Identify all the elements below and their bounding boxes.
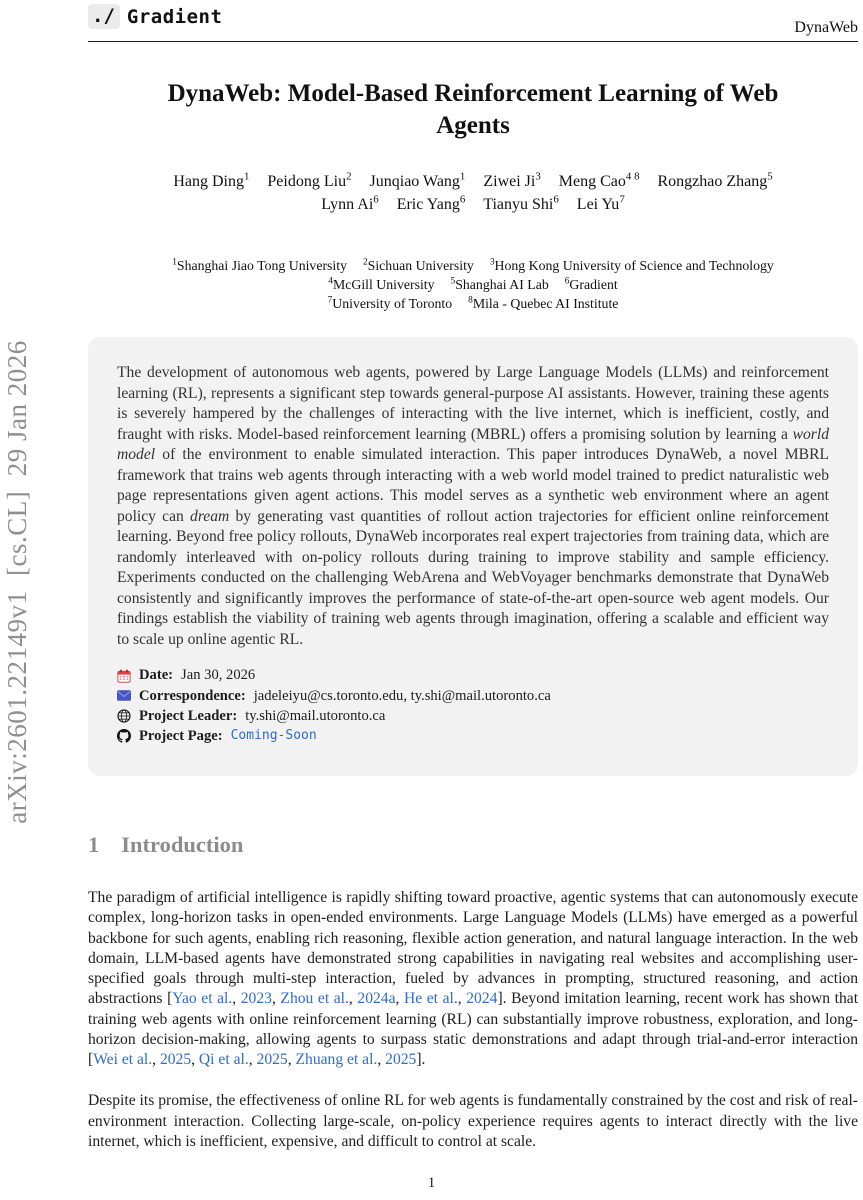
body-text: , bbox=[191, 1051, 199, 1069]
body-text: ]. Beyond imitation learning, recent work has shown that training web agents with online reinforcement learning (RL) can substantially improve robustness, exploration, and long-horizon decision-making, allowing agents to surpass static demonstrations and adapt through trial-and-error interaction [ bbox=[88, 990, 859, 1069]
body-text: by generating vast quantities of rollout action trajectories for efficient online reinforcement learning. Beyond free policy rollouts, DynaWeb incorporates real expert trajectories from training data, which are randomly interleaved with on-policy rollouts during training to improve stability and sample efficiency. Experiments conducted on the challenging WebArena and WebVoyager benchmarks demonstrate that DynaWeb consistently and significantly improves the performance of state-of-the-art open-source web agent models. Our findings establish the viability of training web agents through imagination, offering a scalable and efficient way to scale up online agentic RL. bbox=[117, 507, 829, 648]
running-head: DynaWeb bbox=[794, 19, 858, 36]
affiliation: $^3$Hong Kong University of Science and Technology bbox=[489, 257, 774, 274]
metadata-label: Project Leader: bbox=[139, 707, 238, 724]
body-text: , bbox=[271, 990, 281, 1008]
section-heading-introduction bbox=[88, 832, 858, 858]
gradient-logo-icon: ./ bbox=[88, 4, 120, 29]
citation-link[interactable]: 2024a bbox=[357, 990, 396, 1008]
author: Rongzhao Zhang$^5$ bbox=[657, 170, 773, 190]
citation-link[interactable]: 2024 bbox=[466, 990, 498, 1008]
project-page-link[interactable]: Coming-Soon bbox=[230, 727, 317, 743]
body-text: , bbox=[232, 990, 241, 1008]
body-text: , bbox=[457, 990, 467, 1008]
citation-link[interactable]: Zhou et al. bbox=[280, 990, 349, 1008]
author: Lei Yu$^7$ bbox=[576, 193, 625, 214]
emphasized-text: dream bbox=[190, 507, 230, 525]
citation-link[interactable]: Yao et al. bbox=[172, 990, 233, 1008]
metadata-row bbox=[117, 706, 829, 726]
citation-link[interactable]: Wei et al. bbox=[93, 1051, 153, 1069]
author: Peidong Liu$^2$ bbox=[267, 170, 352, 190]
paper-metadata bbox=[117, 665, 829, 746]
emphasized-text: world model bbox=[117, 425, 829, 464]
abstract-text bbox=[117, 363, 829, 650]
metadata-row bbox=[117, 686, 829, 706]
github-icon bbox=[117, 729, 131, 743]
metadata-value: jadeleiyu@cs.toronto.edu, ty.shi@mail.utoronto.ca bbox=[253, 687, 551, 704]
abstract-box bbox=[88, 337, 858, 776]
affiliation: $^8$Mila - Quebec AI Institute bbox=[468, 295, 619, 312]
globe-icon bbox=[117, 709, 131, 723]
paper-title: DynaWeb: Model-Based Reinforcement Learning of Web Agents bbox=[167, 80, 779, 139]
affiliation-line-1 bbox=[88, 256, 858, 275]
gradient-logo-text: Gradient bbox=[126, 5, 223, 28]
body-text: , bbox=[248, 1051, 257, 1069]
affiliation: $^2$Sichuan University bbox=[362, 257, 474, 274]
metadata-label: Project Page: bbox=[139, 727, 223, 744]
body-text: ]. bbox=[416, 1051, 426, 1069]
citation-link[interactable]: 2023 bbox=[240, 990, 272, 1008]
affiliation: $^1$Shanghai Jiao Tong University bbox=[172, 257, 347, 274]
affiliation: $^6$Gradient bbox=[564, 276, 618, 293]
envelope-icon bbox=[117, 689, 131, 703]
affiliation-list bbox=[88, 256, 858, 313]
body-text: Despite its promise, the effectiveness of online RL for web agents is fundamentally constrained by the cost and risk of real-environment interaction. Collecting large-scale, on-policy experience requires agents to interact directly with the live internet, which is inefficient, expensive, and difficult to control at scale. bbox=[88, 1092, 858, 1150]
affiliation: $^7$University of Toronto bbox=[327, 295, 453, 312]
page-number: 1 bbox=[427, 1175, 436, 1191]
citation-link[interactable]: Qi et al. bbox=[198, 1051, 249, 1069]
body-text: of the environment to enable simulated interaction. This paper introduces DynaWeb, a novel MBRL framework that trains web agents through interacting with a web world model trained to predict naturalistic web page representations given agent actions. This model serves as a synthetic web environment where an agent policy can bbox=[117, 446, 829, 525]
affiliation: $^5$Shanghai AI Lab bbox=[450, 276, 549, 293]
body-text: , bbox=[348, 990, 358, 1008]
citation-link[interactable]: 2025 bbox=[159, 1051, 192, 1069]
author: Lynn Ai$^6$ bbox=[321, 193, 379, 214]
author-line-1 bbox=[88, 170, 858, 193]
body-text: The paradigm of artificial intelligence is rapidly shifting toward proactive, agentic systems that can autonomously execute complex, long-horizon tasks in open-ended environments. Large Language Models (LLMs) have emerged as a powerful backbone for such agents, enabling rich reasoning, flexible action generation, and natural language interaction. In the web domain, LLM-based agents have demonstrated strong capabilities in navigating real websites and accomplishing user-specified goals through multi-step interaction, fueled by advances in prompting, structured reasoning, and action abstractions [ bbox=[88, 888, 858, 1008]
citation-link[interactable]: 2025 bbox=[256, 1051, 288, 1069]
citation-link[interactable]: 2025 bbox=[385, 1051, 417, 1069]
author: Junqiao Wang$^1$ bbox=[369, 170, 466, 190]
calendar-icon bbox=[117, 669, 131, 683]
metadata-value: Jan 30, 2026 bbox=[181, 667, 256, 684]
intro-paragraph-2 bbox=[88, 1091, 858, 1152]
author-list bbox=[88, 170, 858, 216]
body-text: , bbox=[377, 1051, 386, 1069]
metadata-row bbox=[117, 726, 829, 746]
author: Tianyu Shi$^6$ bbox=[483, 193, 559, 214]
affiliation-line-2 bbox=[88, 275, 858, 294]
author: Ziwei Ji$^3$ bbox=[483, 170, 541, 190]
section-number: 1 bbox=[88, 831, 100, 857]
affiliation-line-3 bbox=[88, 294, 858, 313]
arxiv-watermark: arXiv:2601.22149v1 [cs.CL] 29 Jan 2026 bbox=[2, 340, 32, 824]
metadata-row bbox=[117, 665, 829, 685]
author: Eric Yang$^6$ bbox=[396, 193, 466, 214]
metadata-label: Correspondence: bbox=[139, 687, 246, 704]
gradient-logo bbox=[88, 4, 222, 29]
intro-paragraph-1 bbox=[88, 888, 858, 1070]
citation-link[interactable]: Zhuang et al. bbox=[295, 1051, 378, 1069]
affiliation: $^4$McGill University bbox=[328, 276, 435, 293]
body-text: , bbox=[287, 1051, 296, 1069]
metadata-label: Date: bbox=[139, 667, 174, 684]
page-header bbox=[88, 0, 858, 42]
citation-link[interactable]: He et al. bbox=[404, 990, 458, 1008]
body-text: The development of autonomous web agents, powered by Large Language Models (LLMs) and reinforcement learning (RL), represents a significant step towards general-purpose AI assistants. However, training these agents is severely hampered by the challenges of interacting with the live internet, which is inefficient, costly, and fraught with risks. Model-based reinforcement learning (MBRL) offers a promising solution by learning a bbox=[117, 364, 829, 443]
author-line-2 bbox=[88, 193, 858, 216]
body-text: , bbox=[152, 1051, 160, 1069]
section-title: Introduction bbox=[121, 831, 244, 857]
author: Meng Cao$^{4 8}$ bbox=[558, 170, 640, 190]
metadata-value: ty.shi@mail.utoronto.ca bbox=[245, 707, 386, 724]
body-text: , bbox=[395, 990, 404, 1008]
author: Hang Ding$^1$ bbox=[173, 170, 250, 190]
